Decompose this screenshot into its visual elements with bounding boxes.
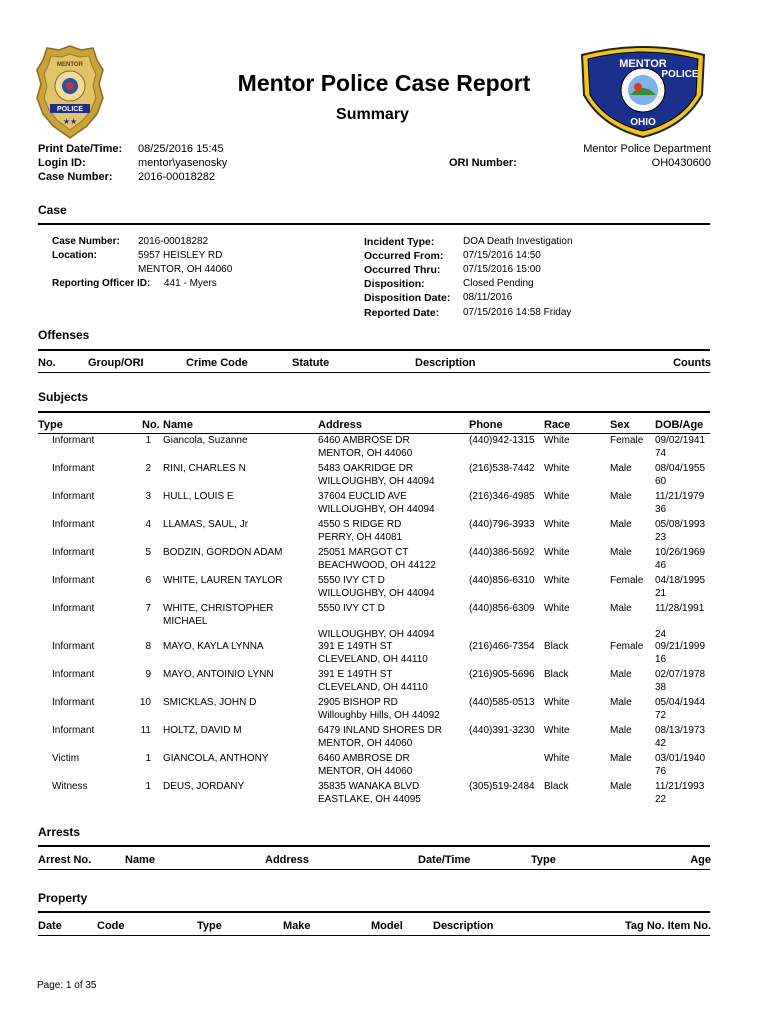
subjects-col-name: Name [163, 419, 193, 431]
offenses-header-rule [38, 372, 710, 373]
subject-age: 16 [655, 654, 667, 665]
property-section-title: Property [38, 891, 88, 905]
svg-text:★★: ★★ [62, 117, 78, 126]
subject-sex: Male [610, 491, 632, 502]
subject-race: White [544, 575, 570, 586]
subject-no: 10 [139, 697, 151, 708]
offenses-col-no: No. [38, 357, 56, 369]
incident-type-value: DOA Death Investigation [463, 236, 573, 247]
subject-race: White [544, 519, 570, 530]
subject-name: DEUS, JORDANY [163, 781, 245, 792]
subjects-col-phone: Phone [469, 419, 503, 431]
subject-dob: 08/13/1973 [655, 725, 706, 736]
report-title: Mentor Police Case Report [237, 70, 531, 96]
page-number: Page: 1 of 35 [37, 980, 97, 991]
subject-no: 1 [145, 781, 151, 792]
subject-type: Informant [52, 641, 95, 652]
subject-address-line2: CLEVELAND, OH 44110 [318, 654, 428, 665]
subject-age: 60 [655, 476, 667, 487]
subject-type: Informant [52, 669, 95, 680]
arrests-col-age: Age [690, 854, 711, 866]
location-line1: 5957 HEISLEY RD [138, 250, 223, 261]
subject-phone: (305)519-2484 [469, 781, 535, 792]
subject-phone: (440)856-6310 [469, 575, 535, 586]
property-col-model: Model [371, 920, 403, 932]
subject-age: 74 [655, 448, 667, 459]
subjects-col-type: Type [38, 419, 63, 431]
subject-no: 1 [145, 435, 151, 446]
offenses-col-statute: Statute [292, 357, 330, 369]
arrests-col-date-time: Date/Time [418, 854, 471, 866]
subject-address-line2: MENTOR, OH 44060 [318, 738, 413, 749]
subject-type: Victim [52, 753, 80, 764]
subjects-section-title: Subjects [38, 390, 89, 404]
subject-race: White [544, 547, 570, 558]
property-col-tag-item: Tag No. Item No. [625, 920, 711, 932]
subject-type: Witness [52, 781, 88, 792]
subject-address-line2: WILLOUGHBY, OH 44094 [318, 629, 435, 640]
svg-text:MENTOR: MENTOR [57, 62, 83, 68]
department-name: Mentor Police Department [583, 143, 711, 155]
subject-address-line2: PERRY, OH 44081 [318, 532, 403, 543]
subject-address-line1: 6479 INLAND SHORES DR [318, 725, 442, 736]
subject-dob: 10/26/1969 [655, 547, 706, 558]
offenses-section-rule [38, 349, 710, 351]
disposition-value: Closed Pending [463, 278, 534, 289]
property-header-rule [38, 935, 710, 936]
occurred-from-value: 07/15/2016 14:50 [463, 250, 541, 261]
property-col-type: Type [197, 920, 222, 932]
subject-sex: Male [610, 519, 632, 530]
disposition-date-label: Disposition Date: [364, 292, 451, 304]
subjects-col-address: Address [318, 419, 363, 431]
offenses-section-title: Offenses [38, 328, 90, 342]
subject-name: SMICKLAS, JOHN D [163, 697, 257, 708]
subject-address-line1: 35835 WANAKA BLVD [318, 781, 420, 792]
subject-sex: Female [610, 641, 644, 652]
subject-name: BODZIN, GORDON ADAM [163, 547, 283, 558]
subject-no: 11 [140, 725, 151, 736]
subject-address-line2: WILLOUGHBY, OH 44094 [318, 504, 435, 515]
subject-type: Informant [52, 575, 95, 586]
subject-age: 22 [655, 794, 667, 805]
subject-type: Informant [52, 547, 95, 558]
subject-race: White [544, 435, 570, 446]
arrests-section-rule [38, 845, 710, 847]
subject-no: 8 [145, 641, 151, 652]
incident-type-label: Incident Type: [364, 236, 435, 248]
subject-race: White [544, 725, 570, 736]
subjects-col-dob-age: DOB/Age [655, 419, 704, 431]
subject-phone: (216)538-7442 [469, 463, 535, 474]
subject-dob: 09/21/1999 [655, 641, 706, 652]
subject-no: 9 [145, 669, 151, 680]
case-number-value: 2016-00018282 [138, 171, 216, 183]
subject-race: Black [544, 781, 569, 792]
disposition-label: Disposition: [364, 278, 425, 290]
subject-address-line2: CLEVELAND, OH 44110 [318, 682, 428, 693]
subject-age: 72 [655, 710, 667, 721]
subject-dob: 05/04/1944 [655, 697, 706, 708]
subject-phone: (440)391-3230 [469, 725, 535, 736]
svg-text:POLICE: POLICE [56, 106, 84, 113]
subject-no: 3 [145, 491, 151, 502]
subject-race: White [544, 697, 570, 708]
subject-name: HOLTZ, DAVID M [163, 725, 242, 736]
subject-sex: Male [610, 725, 632, 736]
subject-dob: 08/04/1955 [655, 463, 706, 474]
subject-sex: Male [610, 669, 632, 680]
subject-dob: 11/21/1993 [655, 781, 705, 792]
occurred-thru-value: 07/15/2016 15:00 [463, 264, 541, 275]
subject-type: Informant [52, 491, 95, 502]
subject-dob: 11/21/1979 [655, 491, 705, 502]
police-patch-logo-right [574, 45, 712, 139]
disposition-date-value: 08/11/2016 [463, 292, 513, 303]
case-number-label: Case Number: [38, 171, 113, 183]
subject-name: LLAMAS, SAUL, Jr [163, 519, 249, 530]
subjects-col-no: No. [142, 419, 160, 431]
subject-race: White [544, 603, 570, 614]
subject-no: 6 [145, 575, 151, 586]
subject-type: Informant [52, 435, 95, 446]
subject-type: Informant [52, 725, 95, 736]
ori-number-value: OH0430600 [651, 157, 711, 169]
subject-sex: Male [610, 697, 632, 708]
subject-phone: (440)585-0513 [469, 697, 535, 708]
subjects-section-rule [38, 411, 710, 413]
subject-phone: (440)386-5692 [469, 547, 535, 558]
subject-sex: Male [610, 547, 632, 558]
subject-address-line1: 391 E 149TH ST [318, 669, 393, 680]
subject-age: 23 [655, 532, 667, 543]
location-line2: MENTOR, OH 44060 [138, 264, 233, 275]
subject-race: White [544, 491, 570, 502]
property-col-make: Make [283, 920, 311, 932]
subject-name-line2: MICHAEL [163, 616, 208, 627]
subject-address-line1: 5483 OAKRIDGE DR [318, 463, 414, 474]
subject-name: WHITE, CHRISTOPHER [163, 603, 274, 614]
reporting-officer-value: 441 - Myers [164, 278, 217, 289]
reported-date-value: 07/15/2016 14:58 Friday [463, 307, 572, 318]
property-col-description: Description [433, 920, 494, 932]
subject-race: White [544, 753, 570, 764]
svg-text:MENTOR: MENTOR [619, 58, 667, 70]
subject-no: 2 [145, 463, 151, 474]
subject-no: 7 [145, 603, 151, 614]
svg-text:POLICE: POLICE [661, 69, 699, 80]
subject-address-line1: 25051 MARGOT CT [318, 547, 409, 558]
subject-type: Informant [52, 697, 95, 708]
login-id-value: mentor\yasenosky [138, 157, 228, 169]
subject-phone: (216)466-7354 [469, 641, 535, 652]
property-col-code: Code [97, 920, 125, 932]
subject-phone: (440)942-1315 [469, 435, 535, 446]
location-label: Location: [52, 250, 97, 261]
subject-address-line1: 5550 IVY CT D [318, 575, 385, 586]
subject-dob: 11/28/1991 [655, 603, 705, 614]
subject-address-line2: Willoughby Hills, OH 44092 [318, 710, 440, 721]
case-number-field-value: 2016-00018282 [138, 236, 209, 247]
subject-phone: (440)856-6309 [469, 603, 535, 614]
subject-phone: (216)346-4985 [469, 491, 535, 502]
subject-age: 38 [655, 682, 667, 693]
login-id-label: Login ID: [38, 157, 86, 169]
subject-age: 24 [655, 629, 667, 640]
subject-name: RINI, CHARLES N [163, 463, 246, 474]
arrests-col-name: Name [125, 854, 155, 866]
subject-sex: Male [610, 603, 632, 614]
subject-sex: Male [610, 463, 632, 474]
subject-type: Informant [52, 603, 95, 614]
subject-name: Giancola, Suzanne [163, 435, 248, 446]
subjects-col-race: Race [544, 419, 571, 431]
subject-dob: 03/01/1940 [655, 753, 706, 764]
subject-address-line2: MENTOR, OH 44060 [318, 766, 413, 777]
subject-address-line1: 6460 AMBROSE DR [318, 435, 410, 446]
property-section-rule [38, 911, 710, 913]
property-col-date: Date [38, 920, 62, 932]
subject-name: MAYO, ANTOINIO LYNN [163, 669, 274, 680]
occurred-from-label: Occurred From: [364, 250, 444, 262]
subject-address-line2: BEACHWOOD, OH 44122 [318, 560, 436, 571]
subject-age: 46 [655, 560, 667, 571]
subject-race: Black [544, 669, 569, 680]
arrests-col-address: Address [265, 854, 310, 866]
subject-dob: 05/08/1993 [655, 519, 706, 530]
subject-no: 4 [145, 519, 151, 530]
subject-age: 42 [655, 738, 667, 749]
arrests-col-arrest-no: Arrest No. [38, 854, 92, 866]
subject-race: White [544, 463, 570, 474]
subject-sex: Female [610, 575, 644, 586]
subject-address-line2: WILLOUGHBY, OH 44094 [318, 476, 435, 487]
subject-address-line1: 4550 S RIDGE RD [318, 519, 402, 530]
subject-age: 76 [655, 766, 667, 777]
subject-address-line2: EASTLAKE, OH 44095 [318, 794, 421, 805]
subject-no: 1 [145, 753, 151, 764]
subject-address-line1: 2905 BISHOP RD [318, 697, 398, 708]
case-section-rule [38, 223, 710, 225]
subject-name: GIANCOLA, ANTHONY [163, 753, 269, 764]
subject-address-line1: 37604 EUCLID AVE [318, 491, 407, 502]
offenses-col-group: Group/ORI [88, 357, 144, 369]
subject-address-line2: WILLOUGHBY, OH 44094 [318, 588, 435, 599]
subject-no: 5 [145, 547, 151, 558]
subjects-col-sex: Sex [610, 419, 630, 431]
subject-name: MAYO, KAYLA LYNNA [163, 641, 264, 652]
svg-text:OHIO: OHIO [630, 117, 656, 128]
subject-sex: Male [610, 781, 632, 792]
offenses-col-counts: Counts [673, 357, 711, 369]
occurred-thru-label: Occurred Thru: [364, 264, 441, 276]
subject-address-line2: MENTOR, OH 44060 [318, 448, 413, 459]
subject-sex: Male [610, 753, 632, 764]
arrests-col-type: Type [531, 854, 556, 866]
subject-race: Black [544, 641, 569, 652]
offenses-col-description: Description [415, 357, 476, 369]
subject-dob: 02/07/1978 [655, 669, 706, 680]
subject-type: Informant [52, 519, 95, 530]
report-subtitle: Summary [336, 106, 409, 123]
subject-address-line1: 5550 IVY CT D [318, 603, 385, 614]
subject-phone: (440)796-3933 [469, 519, 535, 530]
offenses-col-crime-code: Crime Code [186, 357, 248, 369]
arrests-section-title: Arrests [38, 825, 81, 839]
subject-type: Informant [52, 463, 95, 474]
subject-sex: Female [610, 435, 644, 446]
subject-address-line1: 391 E 149TH ST [318, 641, 393, 652]
subject-name: WHITE, LAUREN TAYLOR [163, 575, 283, 586]
subject-phone: (216)905-5696 [469, 669, 535, 680]
reported-date-label: Reported Date: [364, 307, 440, 319]
subject-dob: 04/18/1995 [655, 575, 706, 586]
print-date-value: 08/25/2016 15:45 [138, 143, 224, 155]
case-section-title: Case [38, 203, 67, 217]
case-number-field-label: Case Number: [52, 236, 120, 247]
subject-age: 36 [655, 504, 667, 515]
print-date-label: Print Date/Time: [38, 143, 123, 155]
subject-dob: 09/02/1941 [655, 435, 706, 446]
reporting-officer-label: Reporting Officer ID: [52, 278, 151, 289]
ori-number-label: ORI Number: [449, 157, 517, 169]
subject-name: HULL, LOUIS E [163, 491, 234, 502]
subject-age: 21 [655, 588, 667, 599]
subject-address-line1: 6460 AMBROSE DR [318, 753, 410, 764]
arrests-header-rule [38, 869, 710, 870]
